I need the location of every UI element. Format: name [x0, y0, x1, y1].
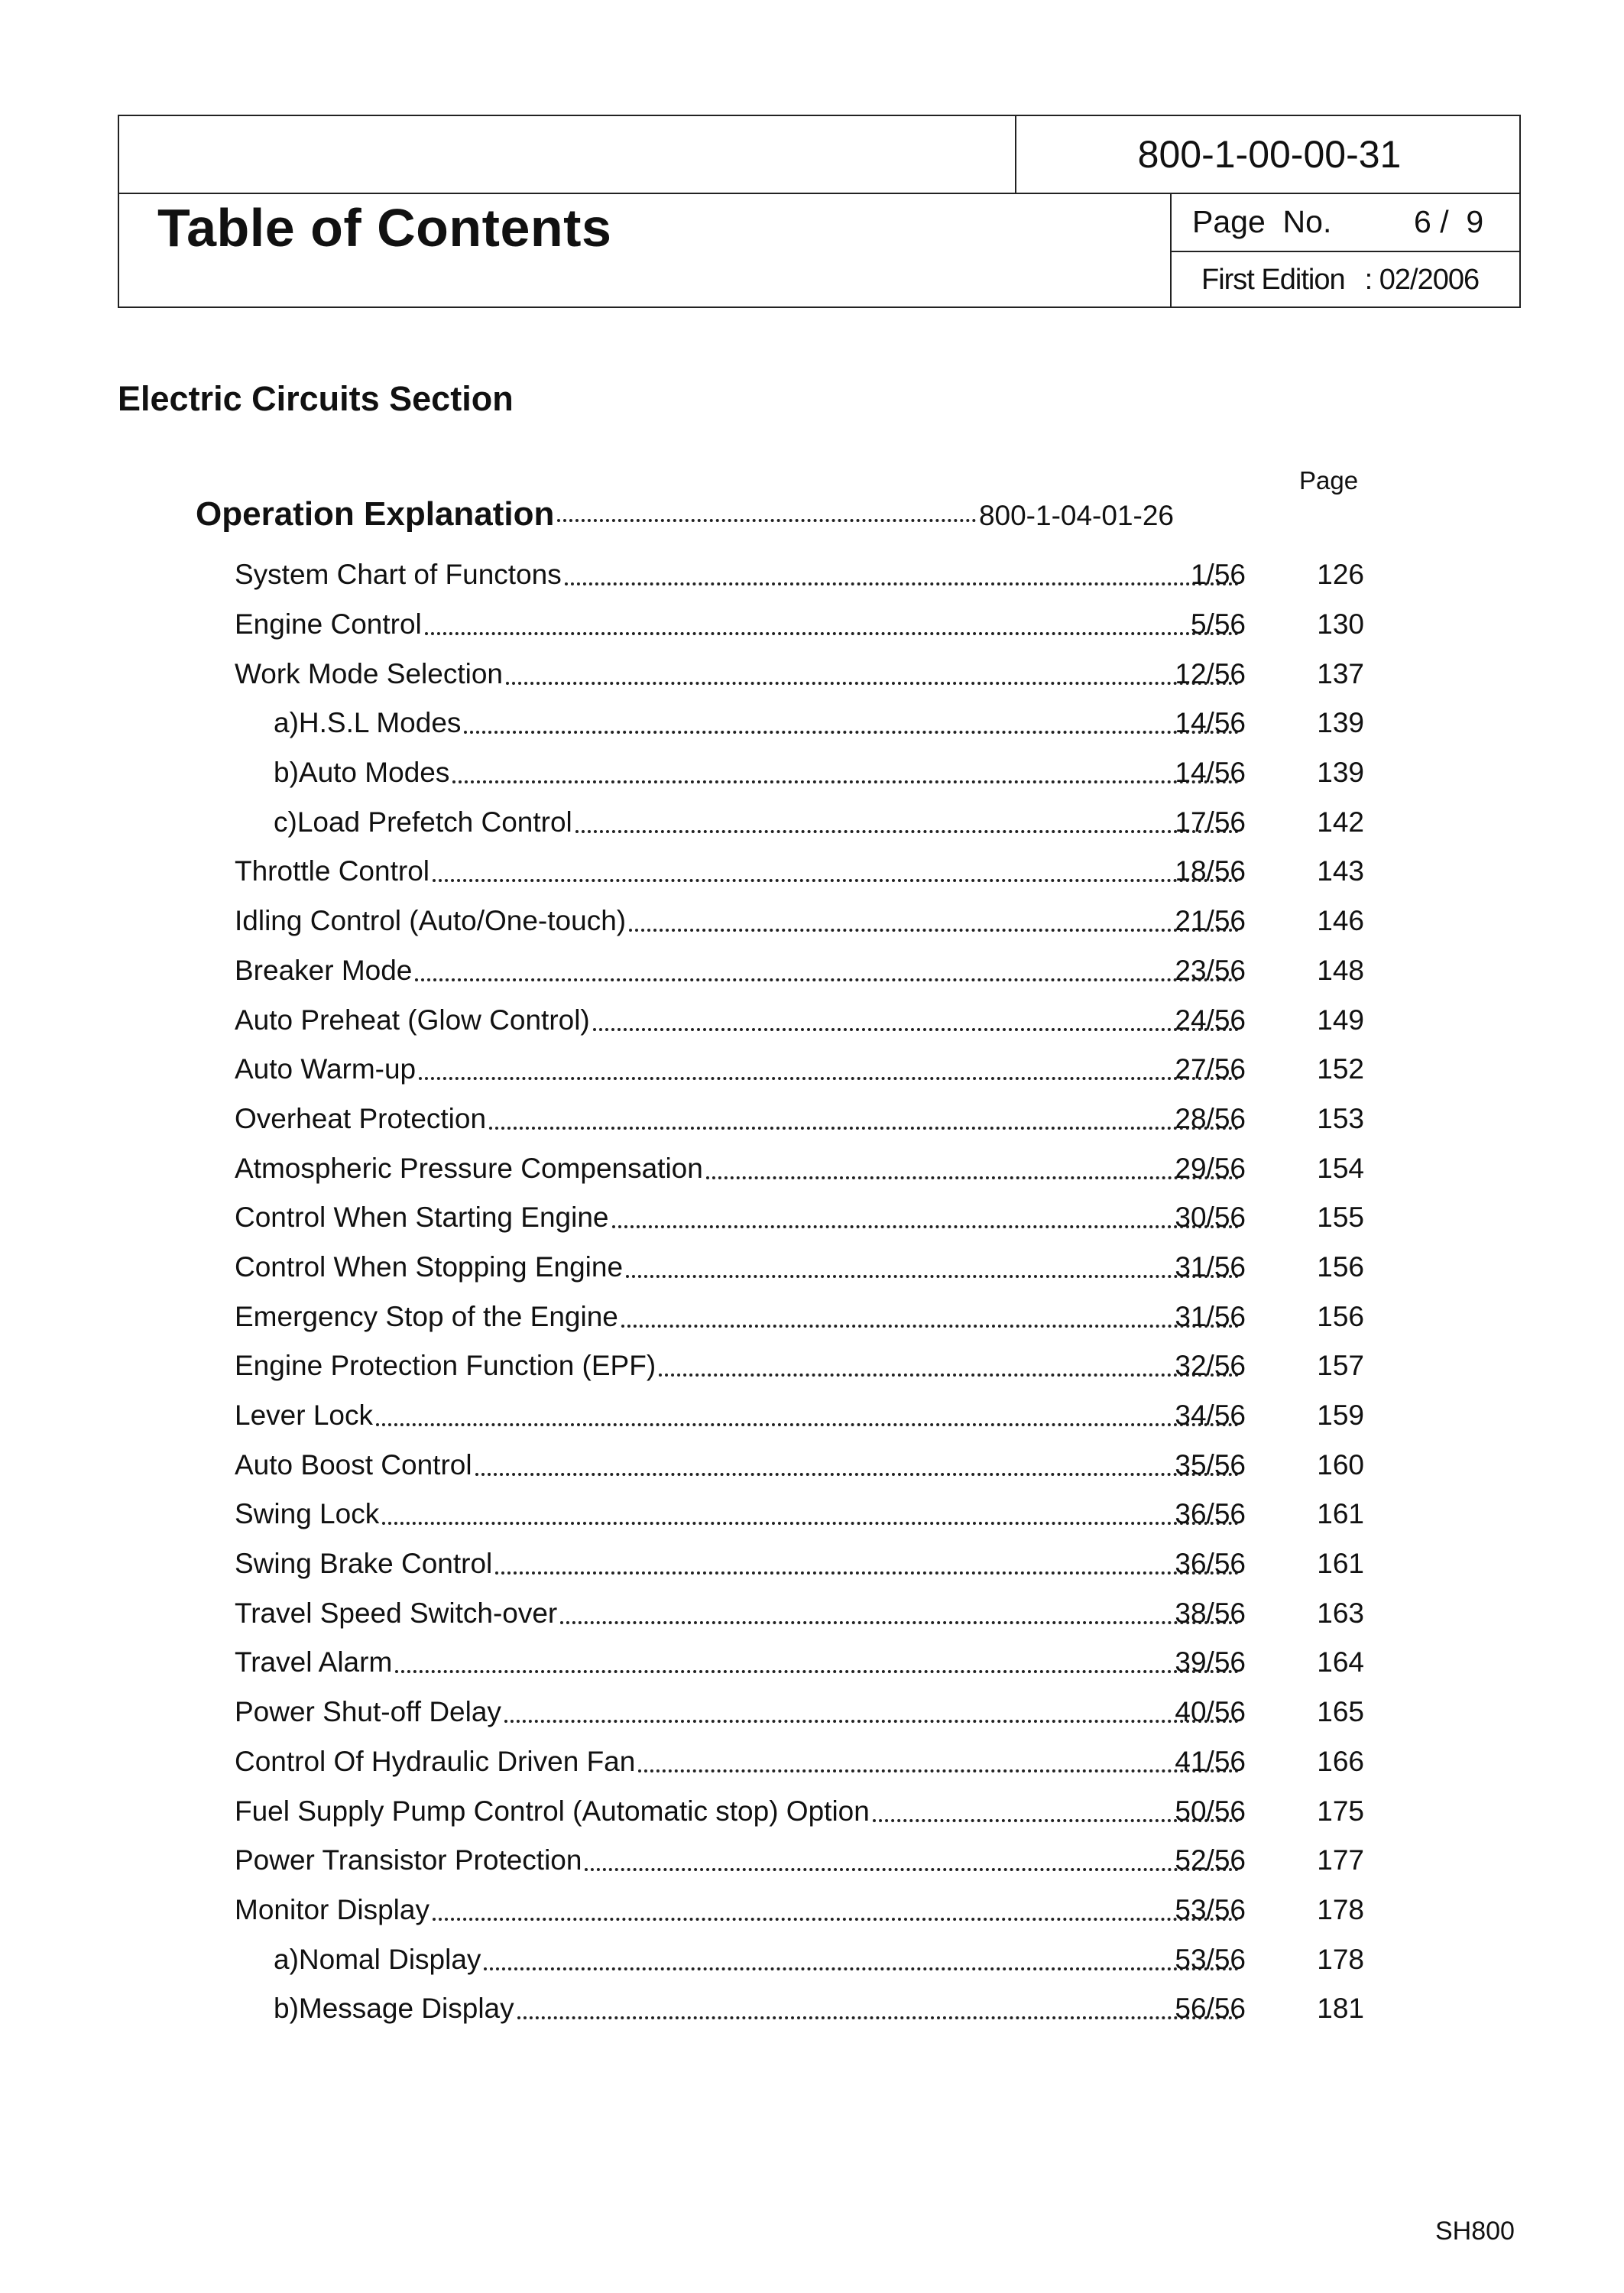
section-heading: Electric Circuits Section — [118, 379, 514, 418]
toc-entry-title: Power Shut-off Delay — [235, 1696, 501, 1728]
dot-leader — [612, 1225, 1240, 1228]
toc-entry-title-wrap — [235, 897, 1242, 946]
operation-explanation-row — [196, 495, 1174, 541]
dot-leader — [629, 929, 1239, 932]
toc-entry-title-wrap — [235, 1045, 1242, 1095]
toc-entry-subpage: 56/56 — [1175, 1993, 1246, 2025]
dot-leader — [452, 780, 1239, 783]
dot-leader — [621, 1325, 1239, 1328]
toc-entry-page: 152 — [1317, 1053, 1364, 1085]
dot-leader — [504, 1720, 1239, 1723]
toc-entry-title-wrap — [235, 1737, 1242, 1787]
toc-entry-title: System Chart of Functons — [235, 559, 562, 591]
toc-entry-title-wrap — [235, 1588, 1242, 1638]
toc-list — [0, 550, 1624, 2034]
toc-entry — [0, 1984, 1624, 2034]
toc-entry-title-wrap — [235, 1341, 1242, 1391]
toc-entry — [0, 600, 1624, 650]
toc-entry-subpage: 32/56 — [1175, 1350, 1246, 1382]
toc-entry-subpage: 41/56 — [1175, 1745, 1246, 1777]
toc-entry — [0, 797, 1624, 847]
toc-entry-page: 164 — [1317, 1646, 1364, 1678]
toc-entry-title-wrap — [274, 1984, 1242, 2034]
toc-entry-title-wrap — [274, 797, 1242, 847]
toc-entry-title-wrap — [235, 1836, 1242, 1886]
toc-entry-title-wrap — [235, 1886, 1242, 1935]
toc-entry — [0, 1490, 1624, 1539]
toc-entry-subpage: 17/56 — [1175, 806, 1246, 838]
document-number: 800-1-00-00-31 — [1137, 133, 1402, 176]
operation-title: Operation Explanation — [196, 495, 555, 533]
toc-entry-page: 177 — [1317, 1844, 1364, 1876]
toc-entry-subpage: 40/56 — [1175, 1696, 1246, 1728]
toc-entry-subpage: 29/56 — [1175, 1152, 1246, 1184]
edition-label: First Edition — [1201, 264, 1345, 296]
toc-entry-subpage: 52/56 — [1175, 1844, 1246, 1876]
dot-leader — [575, 830, 1239, 833]
toc-entry-title: Travel Speed Switch-over — [235, 1597, 558, 1629]
toc-entry-title-wrap — [235, 1688, 1242, 1737]
toc-entry-page: 161 — [1317, 1498, 1364, 1530]
toc-entry-title-wrap — [274, 1935, 1242, 1984]
toc-entry-title-wrap — [235, 600, 1242, 650]
toc-entry-page: 137 — [1317, 657, 1364, 689]
toc-entry — [0, 1638, 1624, 1688]
toc-entry — [0, 1836, 1624, 1886]
toc-entry-page: 142 — [1317, 806, 1364, 838]
toc-entry — [0, 1292, 1624, 1341]
dot-leader — [419, 1077, 1239, 1080]
dot-leader — [706, 1176, 1239, 1179]
edition-date: : 02/2006 — [1364, 264, 1480, 296]
dot-leader — [489, 1127, 1239, 1130]
toc-entry-title: Power Transistor Protection — [235, 1844, 582, 1876]
toc-entry-title-wrap — [235, 1391, 1242, 1441]
toc-entry-page: 163 — [1317, 1597, 1364, 1629]
toc-entry-page: 165 — [1317, 1696, 1364, 1728]
toc-entry-title-wrap — [235, 1292, 1242, 1341]
dot-leader — [425, 632, 1239, 635]
dot-leader — [495, 1571, 1239, 1575]
toc-entry-title-wrap — [274, 699, 1242, 748]
toc-entry-title-wrap — [235, 946, 1242, 996]
toc-entry-title-wrap — [235, 1193, 1242, 1243]
toc-entry-title: Lever Lock — [235, 1399, 373, 1432]
toc-entry-subpage: 27/56 — [1175, 1053, 1246, 1085]
toc-entry — [0, 1539, 1624, 1589]
toc-entry-title: b)Auto Modes — [274, 757, 450, 789]
toc-entry — [0, 995, 1624, 1045]
toc-entry-title-wrap — [235, 649, 1242, 699]
toc-entry-title: Swing Lock — [235, 1498, 380, 1530]
toc-entry-title-wrap — [235, 1638, 1242, 1688]
toc-entry-page: 148 — [1317, 954, 1364, 986]
toc-entry-title: Overheat Protection — [235, 1102, 487, 1134]
toc-entry-title-wrap — [235, 995, 1242, 1045]
toc-entry — [0, 1440, 1624, 1490]
dot-leader — [484, 1967, 1239, 1970]
dot-leader — [638, 1769, 1239, 1772]
dot-leader — [506, 682, 1239, 685]
toc-entry-subpage: 31/56 — [1175, 1250, 1246, 1283]
toc-entry-title-wrap — [235, 1095, 1242, 1144]
toc-entry — [0, 847, 1624, 897]
dot-leader — [565, 582, 1239, 585]
toc-entry-page: 139 — [1317, 757, 1364, 789]
toc-entry-subpage: 50/56 — [1175, 1795, 1246, 1827]
dot-leader — [464, 731, 1239, 734]
toc-entry-subpage: 39/56 — [1175, 1646, 1246, 1678]
toc-entry-title: a)Nomal Display — [274, 1943, 481, 1975]
toc-entry-title: Idling Control (Auto/One-touch) — [235, 905, 627, 937]
toc-entry — [0, 649, 1624, 699]
toc-entry — [0, 550, 1624, 600]
toc-entry-page: 139 — [1317, 707, 1364, 739]
dot-leader — [415, 978, 1239, 981]
dot-leader — [560, 1621, 1239, 1624]
page-title: Table of Contents — [157, 198, 612, 258]
toc-entry-title: a)H.S.L Modes — [274, 707, 462, 739]
toc-entry-subpage: 23/56 — [1175, 954, 1246, 986]
toc-entry — [0, 748, 1624, 798]
toc-entry-title: Atmospheric Pressure Compensation — [235, 1152, 703, 1184]
toc-entry — [0, 1143, 1624, 1193]
toc-entry-title: Engine Control — [235, 608, 422, 641]
dot-leader — [626, 1275, 1239, 1278]
toc-entry-subpage: 24/56 — [1175, 1004, 1246, 1036]
toc-entry-page: 153 — [1317, 1102, 1364, 1134]
page-column-label: Page — [1299, 466, 1359, 495]
toc-entry-title-wrap — [235, 1490, 1242, 1539]
toc-entry-page: 160 — [1317, 1448, 1364, 1481]
toc-entry-subpage: 1/56 — [1190, 559, 1246, 591]
toc-entry-page: 175 — [1317, 1795, 1364, 1827]
dot-leader — [475, 1473, 1239, 1476]
toc-entry-title: Swing Brake Control — [235, 1548, 493, 1580]
dot-leader — [395, 1670, 1239, 1673]
toc-entry-page: 157 — [1317, 1350, 1364, 1382]
toc-entry-title-wrap — [235, 847, 1242, 897]
toc-entry-subpage: 28/56 — [1175, 1102, 1246, 1134]
toc-entry-subpage: 18/56 — [1175, 855, 1246, 887]
toc-entry-subpage: 14/56 — [1175, 757, 1246, 789]
toc-entry-subpage: 36/56 — [1175, 1548, 1246, 1580]
toc-entry-subpage: 38/56 — [1175, 1597, 1246, 1629]
toc-entry-title: Control When Stopping Engine — [235, 1250, 624, 1283]
toc-entry-title: Throttle Control — [235, 855, 430, 887]
toc-entry — [0, 1045, 1624, 1095]
toc-entry-title: Work Mode Selection — [235, 657, 503, 689]
toc-entry — [0, 946, 1624, 996]
toc-entry-subpage: 34/56 — [1175, 1399, 1246, 1432]
toc-entry-subpage: 35/56 — [1175, 1448, 1246, 1481]
toc-entry-subpage: 14/56 — [1175, 707, 1246, 739]
toc-entry-page: 146 — [1317, 905, 1364, 937]
toc-entry-title: c)Load Prefetch Control — [274, 806, 572, 838]
toc-entry-subpage: 12/56 — [1175, 657, 1246, 689]
toc-entry-subpage: 30/56 — [1175, 1202, 1246, 1234]
toc-entry — [0, 1243, 1624, 1292]
toc-entry-title: Engine Protection Function (EPF) — [235, 1350, 656, 1382]
toc-entry — [0, 699, 1624, 748]
header-divider — [1015, 116, 1016, 193]
toc-entry-page: 178 — [1317, 1893, 1364, 1925]
dot-leader — [585, 1868, 1239, 1871]
toc-entry-page: 181 — [1317, 1993, 1364, 2025]
dot-leader — [593, 1028, 1239, 1031]
toc-entry-title: Control Of Hydraulic Driven Fan — [235, 1745, 636, 1777]
page-number-value: 6 / 9 — [1414, 203, 1484, 239]
dot-leader — [382, 1522, 1239, 1525]
dot-leader — [557, 519, 976, 522]
page-number-label: Page No. — [1192, 203, 1332, 239]
toc-entry-page: 130 — [1317, 608, 1364, 641]
toc-entry-title: Fuel Supply Pump Control (Automatic stop) Option — [235, 1795, 870, 1827]
toc-entry — [0, 1786, 1624, 1836]
toc-entry-title-wrap — [235, 1143, 1242, 1193]
toc-entry-page: 155 — [1317, 1202, 1364, 1234]
toc-entry-title-wrap — [235, 1786, 1242, 1836]
footer-model: SH800 — [1435, 2217, 1515, 2246]
toc-entry-title: Emergency Stop of the Engine — [235, 1300, 618, 1332]
toc-entry — [0, 897, 1624, 946]
toc-entry-title-wrap — [235, 1539, 1242, 1589]
toc-entry-page: 149 — [1317, 1004, 1364, 1036]
toc-entry — [0, 1095, 1624, 1144]
toc-entry — [0, 1391, 1624, 1441]
toc-entry-page: 166 — [1317, 1745, 1364, 1777]
toc-entry-page: 159 — [1317, 1399, 1364, 1432]
header-box — [118, 115, 1521, 308]
toc-entry-title: Breaker Mode — [235, 954, 413, 986]
toc-entry-subpage: 31/56 — [1175, 1300, 1246, 1332]
toc-entry-subpage: 53/56 — [1175, 1893, 1246, 1925]
toc-entry-subpage: 5/56 — [1190, 608, 1246, 641]
page-number — [1192, 193, 1521, 251]
toc-entry-title-wrap — [235, 1243, 1242, 1292]
toc-entry-title: Auto Preheat (Glow Control) — [235, 1004, 590, 1036]
toc-entry-title-wrap — [235, 550, 1242, 600]
toc-entry-title: Monitor Display — [235, 1893, 430, 1925]
toc-entry-subpage: 53/56 — [1175, 1943, 1246, 1975]
toc-entry-title: Auto Warm-up — [235, 1053, 417, 1085]
dot-leader — [433, 879, 1239, 882]
toc-entry — [0, 1688, 1624, 1737]
toc-entry-title: Control When Starting Engine — [235, 1202, 609, 1234]
toc-entry-title: Auto Boost Control — [235, 1448, 472, 1481]
toc-entry-subpage: 36/56 — [1175, 1498, 1246, 1530]
toc-entry — [0, 1588, 1624, 1638]
operation-reference: 800-1-04-01-26 — [978, 500, 1174, 531]
toc-entry — [0, 1935, 1624, 1984]
toc-entry-title: b)Message Display — [274, 1993, 514, 2025]
toc-entry — [0, 1737, 1624, 1787]
toc-entry-page: 154 — [1317, 1152, 1364, 1184]
dot-leader — [376, 1423, 1239, 1426]
toc-entry-title-wrap — [235, 1440, 1242, 1490]
toc-entry — [0, 1193, 1624, 1243]
toc-entry-title: Travel Alarm — [235, 1646, 393, 1678]
dot-leader — [659, 1374, 1239, 1377]
toc-entry — [0, 1886, 1624, 1935]
dot-leader — [517, 2016, 1239, 2019]
toc-entry-page: 126 — [1317, 559, 1364, 591]
toc-entry-page: 178 — [1317, 1943, 1364, 1975]
toc-entry — [0, 1341, 1624, 1391]
toc-entry-page: 143 — [1317, 855, 1364, 887]
dot-leader — [433, 1918, 1239, 1921]
toc-entry-page: 161 — [1317, 1548, 1364, 1580]
toc-entry-subpage: 21/56 — [1175, 905, 1246, 937]
toc-entry-page: 156 — [1317, 1250, 1364, 1283]
toc-entry-page: 156 — [1317, 1300, 1364, 1332]
toc-entry-title-wrap — [274, 748, 1242, 798]
edition — [1201, 252, 1522, 308]
